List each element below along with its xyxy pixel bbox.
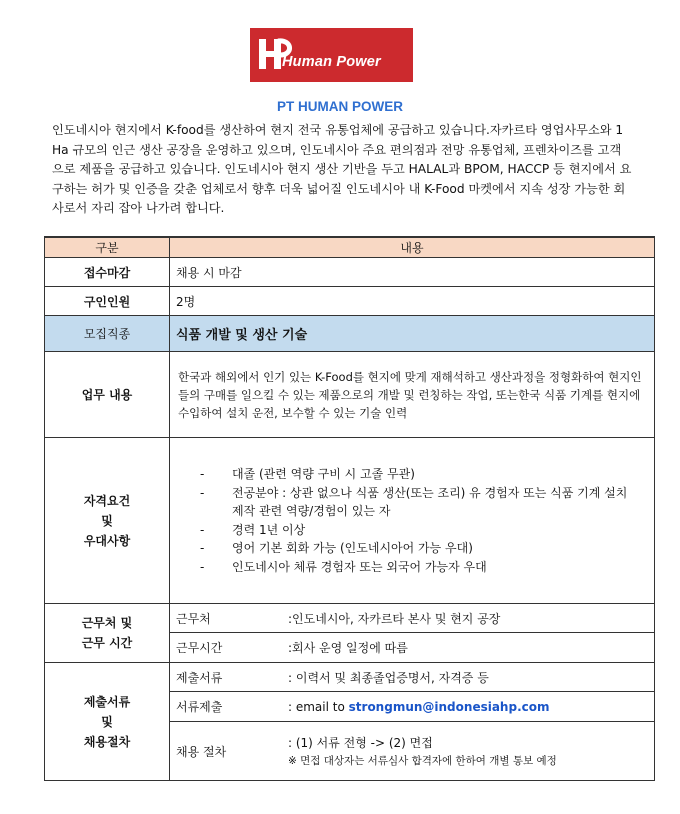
duties-value: 한국과 해외에서 인기 있는 K-Food를 현지에 맞게 재해석하고 생산과정을 정형화하여 현지인들의 구매를 일으킬 수 있는 제품으로의 개발 및 런칭하는 작업, 또는한국 식품 기계를 현지에 수입하여 설치 운전, 보수할 수 있는 기술 인력 [170,352,655,438]
qualifications-label-2: 및 [101,513,113,528]
duties-row [45,352,655,438]
submit-prefix: : email to [288,699,349,714]
workplace-details [170,604,655,663]
headcount-label: 구인인원 [45,287,170,316]
qualifications-label-3: 우대사항 [83,533,131,548]
process-value: : (1) 서류 전형 -> (2) 면접 [288,736,433,750]
application-row [45,663,655,781]
location-line [170,604,654,633]
workplace-label-2: 근무 시간 [81,636,133,650]
qualifications-row [45,438,655,604]
docs-value: : 이력서 및 최종졸업증명서, 자격증 등 [288,670,489,685]
submit-value [288,700,549,714]
list-item: - 영어 기본 회화 가능 (인도네시아어 가능 우대) [200,539,642,558]
list-item: - 인도네시아 체류 경험자 또는 외국어 가능자 우대 [200,558,642,577]
job-type-label: 모집직종 [45,316,170,352]
deadline-label: 접수마감 [45,258,170,287]
job-type-value: 식품 개발 및 생산 기술 [170,316,655,352]
workplace-row [45,604,655,663]
submit-line [170,692,654,722]
company-logo [250,28,413,82]
docs-line [170,663,654,692]
qualifications-label [45,438,170,604]
header-content: 내용 [170,237,655,258]
location-key: 근무처 [176,611,211,626]
location-value: :인도네시아, 자카르타 본사 및 현지 공장 [288,611,501,626]
application-label-3: 채용절차 [83,734,131,749]
process-key: 채용 절차 [176,744,227,759]
application-details [170,663,655,781]
list-item: - 전공분야 : 상관 없으나 식품 생산(또는 조리) 유 경험자 또는 식품 기계 설치 제작 관련 역량/경험이 있는 자 [200,484,642,521]
deadline-value: 채용 시 마감 [170,258,655,287]
workplace-label [45,604,170,663]
hours-value: :회사 운영 일정에 따름 [288,641,408,655]
duties-label: 업무 내용 [45,352,170,438]
application-label-1: 제출서류 [83,694,131,709]
logo-brand-text: Human Power [282,54,381,70]
list-item: - 경력 1년 이상 [200,521,642,540]
email-link[interactable]: strongmun@indonesiahp.com [348,699,550,714]
docs-key: 제출서류 [176,670,223,685]
list-item: - 대졸 (관련 역량 구비 시 고졸 무관) [200,465,642,484]
process-line [170,722,654,780]
application-label [45,663,170,781]
process-value-block [288,734,557,768]
company-name: PT HUMAN POWER [277,99,403,114]
workplace-label-1: 근무처 및 [81,616,133,630]
hours-key: 근무시간 [176,641,223,655]
table-header-row [45,237,655,258]
job-posting-table [44,236,655,781]
company-intro: 인도네시아 현지에서 K-food를 생산하여 현지 전국 유통업체에 공급하고 있습니다.자카르타 영업사무소와 1 Ha 규모의 인근 생산 공장을 운영하고 있으며, 인도네시아 주요 편의점과 전망 유통업체, 프렌차이즈를 고객으로 제품을 공급하고 있습니다. 인도네시아 현지 생산 기반을 두고 HALAL과 BPOM, HACCP 등 현지에서 요구하는 허가 및 인증을 갖춘 업체로서 향후 더욱 넓어질 인도네시아 내 K-Food 마켓에서 지속 성장 가능한 회사로서 자리 잡아 나가려 합니다. [52,123,632,215]
deadline-row [45,258,655,287]
submit-key: 서류제출 [176,700,223,714]
headcount-value: 2명 [170,287,655,316]
process-note: ※ 면접 대상자는 서류심사 합격자에 한하여 개별 통보 예정 [288,755,557,767]
application-label-2: 및 [101,714,113,729]
header-category: 구분 [45,237,170,258]
headcount-row [45,287,655,316]
qualifications-label-1: 자격요건 [83,493,131,508]
hours-line [170,633,654,662]
job-type-row [45,316,655,352]
qualifications-list [170,438,655,604]
